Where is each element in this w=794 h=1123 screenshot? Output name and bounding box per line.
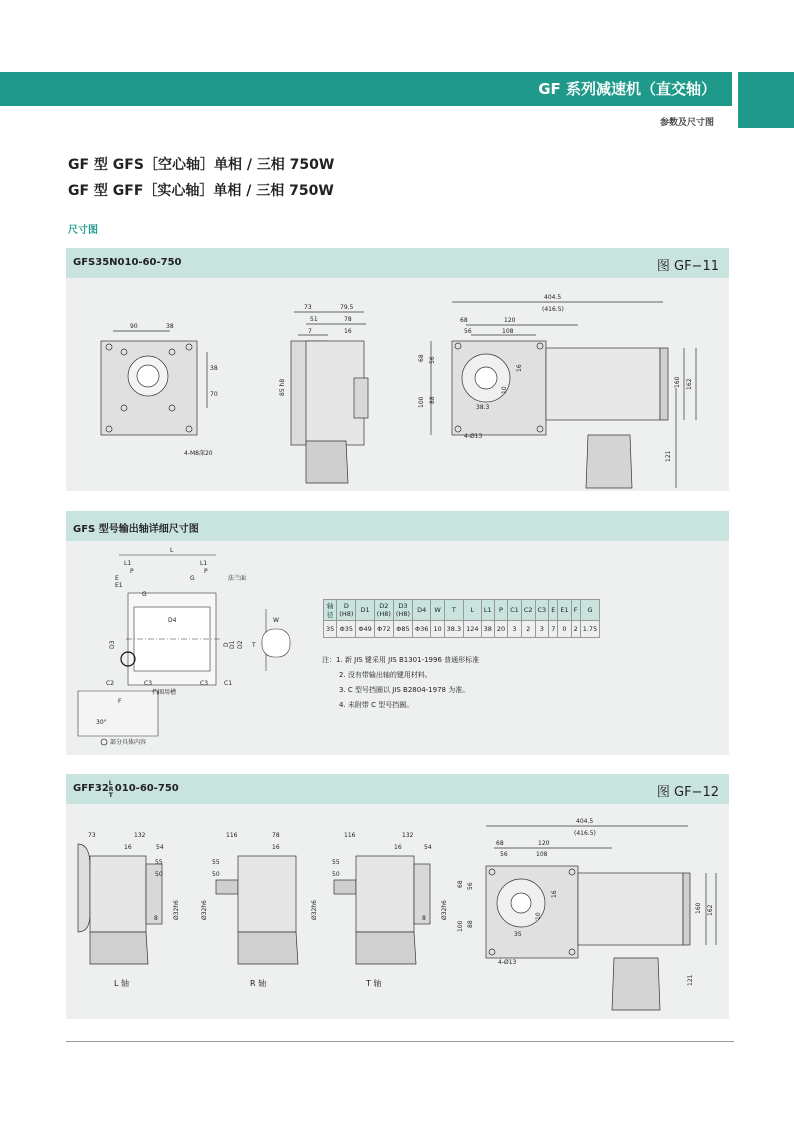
- dim-hole-m8: 4-M8深20: [184, 450, 213, 457]
- dim-16: 16: [344, 328, 352, 335]
- m-dim-416-5: (416.5): [574, 830, 596, 837]
- gfs-drawing-svg: [66, 278, 729, 491]
- dim-120: 120: [504, 317, 516, 324]
- m-dim-120: 120: [538, 840, 550, 847]
- lbl-E: E: [115, 575, 119, 582]
- m-vdim-100: 100: [457, 920, 464, 932]
- spec-header-cell: D4: [413, 600, 431, 621]
- m-dim-hole-13: 4-Ø13: [498, 959, 517, 966]
- spec-value-cell: 35: [324, 621, 337, 638]
- lbl-Pa: P: [130, 568, 134, 575]
- caption-r-shaft: R 轴: [250, 979, 267, 988]
- t-dim-50: 50: [332, 871, 340, 878]
- t-dim-32h6-left: Ø32h6: [311, 900, 318, 920]
- spec-table-header: [324, 600, 600, 621]
- gff-drawing-svg: [66, 804, 729, 1019]
- spec-header-cell: E1: [558, 600, 571, 621]
- page-header-title: GF 系列减速机（直交轴）: [538, 80, 716, 98]
- m-dim-404-5: 404.5: [576, 818, 594, 825]
- vdim-88: 88: [429, 396, 436, 404]
- t-dim-116: 116: [344, 832, 356, 839]
- spec-value-cell: 20: [494, 621, 507, 638]
- spec-value-cell: 10: [431, 621, 444, 638]
- spec-header-cell: C1: [508, 600, 522, 621]
- shaft-spec-table: [323, 599, 600, 638]
- spec-value-cell: Φ85: [393, 621, 412, 638]
- vdim-68: 68: [418, 354, 425, 362]
- spec-header-cell: C2: [521, 600, 535, 621]
- lbl-C1: C1: [224, 680, 233, 687]
- vdim-100: 100: [418, 396, 425, 408]
- lbl-Pb: P: [204, 568, 208, 575]
- panel-header: [66, 774, 729, 804]
- figure-number: 图 GF−11: [656, 259, 719, 274]
- dim-38: 38: [166, 323, 174, 330]
- shaft-section-svg: [66, 541, 316, 755]
- spec-value-cell: 1.75: [580, 621, 599, 638]
- spec-value-cell: 124: [464, 621, 481, 638]
- dim-70: 70: [210, 391, 218, 398]
- t-dim-16: 16: [394, 844, 402, 851]
- l-dim-50: 50: [155, 871, 163, 878]
- spec-value-cell: Φ49: [356, 621, 374, 638]
- spec-value-cell: 2: [571, 621, 580, 638]
- spec-header-cell: F: [571, 600, 580, 621]
- m-dim-35: 35: [514, 931, 522, 938]
- m-dim-108: 108: [536, 851, 548, 858]
- l-dim-132: 132: [134, 832, 146, 839]
- note-3: 3. C 型号挡圈以 JIS B2804-1978 为准。: [339, 686, 470, 694]
- m-vdim-88: 88: [467, 920, 474, 928]
- lbl-Gb: G: [190, 575, 195, 582]
- spec-header-cell: 轴 径: [324, 600, 337, 621]
- r-dim-116: 116: [226, 832, 238, 839]
- lbl-C3a: C3: [144, 680, 153, 687]
- spec-header-cell: L: [464, 600, 481, 621]
- spec-value-cell: Φ36: [413, 621, 431, 638]
- dim-404-5: 404.5: [544, 294, 562, 301]
- lbl-L1a: L1: [124, 560, 132, 567]
- panel-title: GFF32 L T R010-60-750: [73, 780, 179, 799]
- spec-header-cell: D3 (H8): [393, 600, 412, 621]
- caption-t-shaft: T 轴: [366, 979, 382, 988]
- page-header-subtitle: 参数及尺寸图: [659, 118, 714, 128]
- spec-header-cell: D2 (H8): [374, 600, 393, 621]
- lbl-W: W: [273, 617, 279, 624]
- spec-header-cell: W: [431, 600, 444, 621]
- spec-value-cell: Φ35: [337, 621, 356, 638]
- t-dim-55: 55: [332, 859, 340, 866]
- lbl-L1b: L1: [200, 560, 208, 567]
- m-dim-68: 68: [496, 840, 504, 847]
- note-4: 4. 未附带 C 型号挡圈。: [339, 701, 414, 709]
- spec-header-cell: L1: [481, 600, 494, 621]
- panel-title: GFS 型号输出轴详细尺寸图: [73, 524, 199, 535]
- l-dim-73: 73: [88, 832, 96, 839]
- vdim-56: 56: [429, 356, 436, 364]
- section-label: 尺寸图: [68, 225, 98, 236]
- page-title-line1: GF 型 GFS［空心轴］单相 / 三相 750W: [68, 157, 335, 173]
- t-dim-54: 54: [424, 844, 432, 851]
- spec-value-cell: 2: [521, 621, 535, 638]
- m-vdim-121: 121: [687, 974, 694, 986]
- lbl-C2: C2: [106, 680, 115, 687]
- spec-header-cell: P: [494, 600, 507, 621]
- header-tab: [738, 72, 794, 128]
- lbl-retainer: 挡圈用槽: [152, 689, 177, 696]
- r-dim-50: 50: [212, 871, 220, 878]
- lbl-D: D: [223, 642, 230, 647]
- vdim-162: 162: [686, 378, 693, 390]
- lbl-C3b: C3: [200, 680, 209, 687]
- dim-hole-13: 4-Ø13: [464, 433, 483, 440]
- spec-header-cell: G: [580, 600, 599, 621]
- spec-value-cell: 38.3: [444, 621, 463, 638]
- spec-header-cell: C3: [535, 600, 549, 621]
- vdim-121: 121: [665, 450, 672, 462]
- lbl-angle: 30°: [96, 719, 107, 726]
- page-title-line2: GF 型 GFF［实心轴］单相 / 三相 750W: [68, 183, 334, 199]
- l-dim-8: 8: [154, 915, 158, 922]
- spec-value-cell: 3: [508, 621, 522, 638]
- lbl-Ga: G: [142, 591, 147, 598]
- r-dim-55: 55: [212, 859, 220, 866]
- panel-gfs-shaft-detail: [66, 511, 729, 755]
- m-vdim-68: 68: [457, 880, 464, 888]
- spec-value-cell: 0: [558, 621, 571, 638]
- t-dim-32h6-right: Ø32h6: [441, 900, 448, 920]
- panel-gff-drawing: [66, 774, 729, 1019]
- r-dim-32h6: Ø32h6: [201, 900, 208, 920]
- spec-table-row: [324, 621, 600, 638]
- spec-header-cell: D1: [356, 600, 374, 621]
- t-dim-8: 8: [422, 915, 426, 922]
- dim-90: 90: [130, 323, 138, 330]
- lbl-D3: D3: [109, 640, 116, 649]
- lbl-F: F: [118, 698, 122, 705]
- dim-7: 7: [308, 328, 312, 335]
- t-dim-132: 132: [402, 832, 414, 839]
- m-vdim-160: 160: [695, 902, 702, 914]
- spec-header-cell: D (H8): [337, 600, 356, 621]
- dim-78: 78: [344, 316, 352, 323]
- footer-rule: [66, 1041, 734, 1042]
- lbl-detail: 部分具体内容: [110, 739, 147, 746]
- r-dim-16: 16: [272, 844, 280, 851]
- figure-number: 图 GF−12: [656, 785, 719, 800]
- note-1: 注：1. 新 JIS 键采用 JIS B1301-1996 普通形标准: [322, 656, 480, 664]
- dim-38b: 38: [210, 365, 218, 372]
- panel-header: [66, 511, 729, 541]
- dim-51: 51: [310, 316, 318, 323]
- panel-header: [66, 248, 729, 278]
- lbl-D2: D2: [237, 640, 244, 649]
- l-dim-54: 54: [156, 844, 164, 851]
- r-dim-78: 78: [272, 832, 280, 839]
- dim-56: 56: [464, 328, 472, 335]
- l-dim-32h6: Ø32h6: [173, 900, 180, 920]
- m-dim-56: 56: [500, 851, 508, 858]
- m-vdim-10: 10: [535, 912, 542, 920]
- dim-73: 73: [304, 304, 312, 311]
- caption-l-shaft: L 轴: [114, 979, 129, 988]
- m-vdim-162: 162: [707, 904, 714, 916]
- spec-value-cell: 7: [549, 621, 558, 638]
- lbl-L: L: [170, 547, 174, 554]
- l-dim-55: 55: [155, 859, 163, 866]
- lbl-D4: D4: [168, 617, 177, 624]
- m-vdim-16: 16: [551, 890, 558, 898]
- dim-68: 68: [460, 317, 468, 324]
- spec-header-cell: T: [444, 600, 463, 621]
- spec-header-cell: E: [549, 600, 558, 621]
- dim-79-5: 79.5: [340, 304, 354, 311]
- panel-title: GFS35N010-60-750: [73, 257, 182, 268]
- dim-38-3: 38.3: [476, 404, 490, 411]
- dim-85h8: 85 h8: [279, 378, 286, 396]
- spec-value-cell: 38: [481, 621, 494, 638]
- spec-value-cell: Φ72: [374, 621, 393, 638]
- note-2: 2. 没有带输出轴的键用材料。: [339, 671, 432, 679]
- lbl-E1: E1: [115, 582, 123, 589]
- l-dim-16: 16: [124, 844, 132, 851]
- spec-value-cell: 3: [535, 621, 549, 638]
- panel-gfs-drawing: [66, 248, 729, 491]
- dim-416-5: (416.5): [542, 306, 564, 313]
- lbl-flange: 法兰面: [228, 575, 247, 582]
- lbl-T: T: [252, 642, 256, 649]
- lbl-D1: D1: [229, 640, 236, 649]
- dim-108: 108: [502, 328, 514, 335]
- vdim-16: 16: [516, 364, 523, 372]
- m-vdim-56: 56: [467, 882, 474, 890]
- vdim-160: 160: [674, 376, 681, 388]
- notes-block: [322, 653, 479, 713]
- vdim-10: 10: [501, 386, 508, 394]
